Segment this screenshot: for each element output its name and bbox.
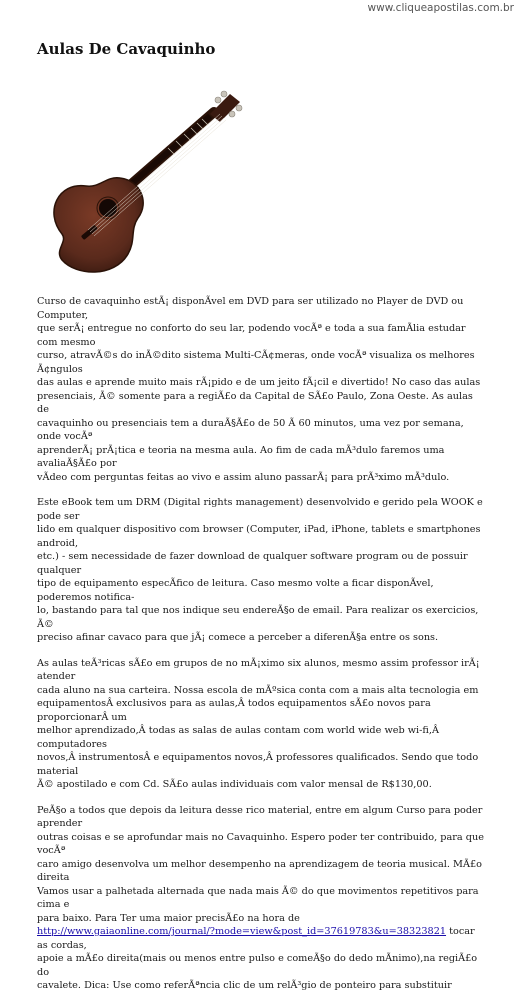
cavaquinho-image: [34, 84, 254, 284]
paragraph-4-text-start: PeÃ§o a todos que depois da leitura desse rico material, entre em algum Curso para poder aprender outras coisas e se aprofundar mais no Cavaquinho. Espero poder ter contribuido, para que vocÃª caro amigo desenvolva um melhor desempenho na aprendizagem de teoria musical. MÃ£o direita Vamos usar a palhetada alternada que nada mais Ã© do que movimentos repetitivos para cima e para baixo. Para Ter uma maior precisÃ£o na hora de: [37, 804, 484, 924]
gaiaonline-link[interactable]: http://www.gaiaonline.com/journal/?mode=view&post_id=37619783&u=38323821: [37, 926, 447, 937]
paragraph-4-text-end: tocar as cordas, apoie a mÃ£o direita(mais ou menos entre pulso e comeÃ§o do dedo mÃnimo),na regiÃ£o do cavalete. Dica: Use como referÃªncia clic de um relÃ³gio de ponteiro para substituir: [37, 926, 478, 991]
site-url: www.cliqueapostilas.com.br: [367, 2, 514, 14]
fretboard: [122, 116, 210, 192]
paragraph-1: Curso de cavaquinho estÃ¡ disponÃvel em DVD para ser utilizado no Player de DVD ou Computer, que serÃ¡ entregue no conforto do seu lar, podendo vocÃª e toda a sua famÃlia estudar com mesmo curso, atravÃ©s do inÃ©dito sistema Multi-CÃ¢meras, onde vocÃª visualiza os melhores Ã¢ngulos das aulas e aprende muito mais rÃ¡pido e de um jeito fÃ¡cil e divertido! No caso das aulas presenciais, Ã© somente para a regiÃ£o da Capital de SÃ£o Paulo, Zona Oeste. As aulas de cavaquinho ou presenciais tem a duraÃ§Ã£o de 50 Ã 60 minutos, uma vez por semana, onde vocÃª aprenderÃ¡ prÃ¡tica e teoria na mesma aula. Ao fim de cada mÃ³dulo faremos uma avaliaÃ§Ã£o por vÃdeo com perguntas feitas ao vivo e assim aluno passarÃ¡ para prÃ³ximo mÃ³dulo.: [37, 296, 481, 483]
paragraph-2: Este eBook tem um DRM (Digital rights management) desenvolvido e gerido pela WOOK e pode ser lido em qualquer dispositivo com browser (Computer, iPad, iPhone, tablets e smartphones android, etc.) - sem necessidade de fazer download de qualquer software program ou de possuir qualquer tipo de equipamento especÃfico de leitura. Caso mesmo volte a ficar disponÃvel, poderemos notifica- lo, bastando para tal que nos indique seu endereÃ§o de email. Para realizar os exercicios, Ã© preciso afinar cavaco para que jÃ¡ comece a perceber a diferenÃ§a entre os sons.: [37, 497, 483, 643]
page-title: Aulas De Cavaquinho: [37, 40, 216, 58]
paragraph-3: As aulas teÃ³ricas sÃ£o em grupos de no mÃ¡ximo six alunos, mesmo assim professor irÃ¡ atender cada aluno na sua carteira. Nossa escola de mÃºsica conta com a mais alta tecnologia em equipamentosÂ exclusivos para as aulas,Â todos equipamentos sÃ£o novos para proporcionarÂ um melhor aprendizado,Â todas as salas de aulas contam com world wide web wi-fi,Â computadores novos,Â instrumentosÂ e equipamentos novos,Â professores qualificados. Sendo que todo material Ã© apostilado e com Cd. SÃ£o aulas individuais com valor mensal de R$130,00.: [37, 657, 480, 790]
body: [54, 178, 143, 272]
paragraph-4: [37, 804, 487, 993]
article-body: [37, 295, 487, 1005]
